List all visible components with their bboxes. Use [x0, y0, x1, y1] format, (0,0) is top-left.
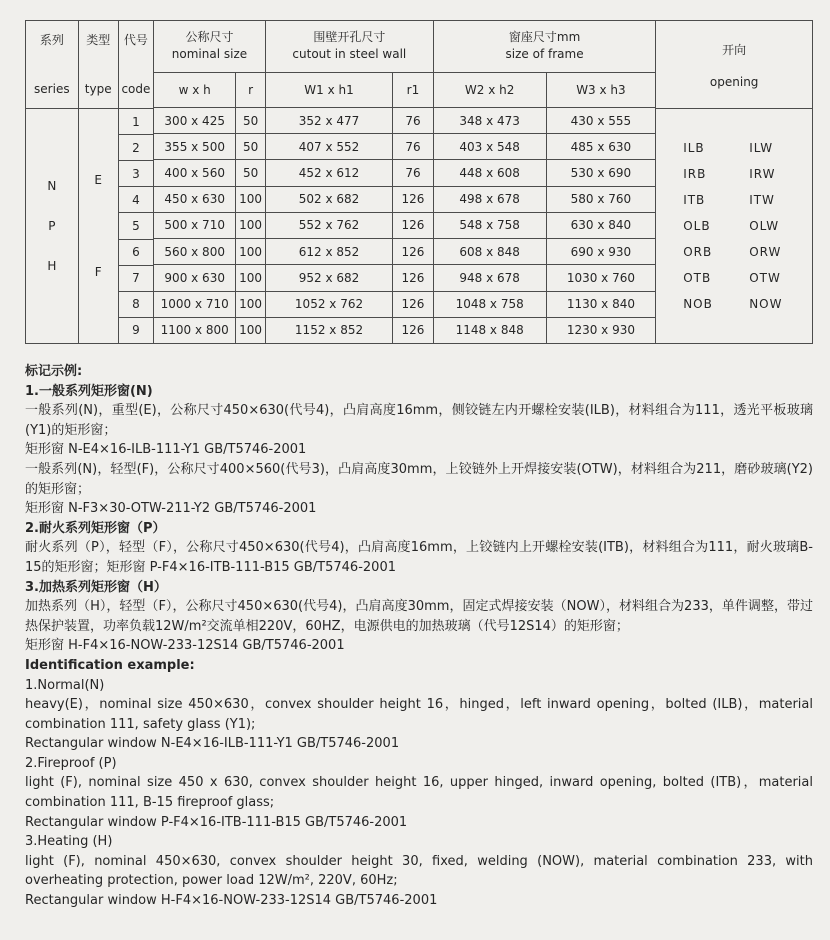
- code-cell: [119, 239, 153, 265]
- dimension-rows: [154, 108, 655, 343]
- opening-code-bolted: ITB: [683, 193, 706, 207]
- w2xh2-value: 348 x 473: [434, 108, 547, 133]
- r-value: 100: [236, 265, 266, 290]
- note-paragraph: 加热系列（H），轻型（F），公称尺寸450×630(代号4)，凸肩高度30mm，固定式焊接安装（NOW），材料组合为233，单件调整，带过热保护装置，功率负载12W/m²交流单相220V，60HZ，电源供电的加热玻璃（代号12S14）的矩形窗；: [25, 599, 813, 634]
- r1-value: 126: [393, 318, 434, 343]
- opening-header: [656, 21, 812, 109]
- r1-value: 126: [393, 265, 434, 290]
- note-paragraph: 耐火系列（P），轻型（F），公称尺寸450×630(代号4)，凸肩高度16mm，上铰链内上开螺栓安装(ITB)，材料组合为111，耐火玻璃B-15的矩形窗；矩形窗 P-F4×16-ITB-111-B15 GB/T5746-2001: [25, 540, 813, 575]
- wxh-value: 400 x 560: [154, 160, 236, 185]
- wxh-value: 900 x 630: [154, 265, 236, 290]
- w1xh1-value: 1052 x 762: [266, 292, 393, 317]
- wxh-value: 1000 x 710: [154, 292, 236, 317]
- opening-code-bolted: IRB: [683, 167, 707, 181]
- opening-code-welded: ILW: [749, 141, 774, 155]
- w1xh1-value: 407 x 552: [266, 134, 393, 159]
- opening-code-bolted: OLB: [683, 219, 711, 233]
- r1-value: 126: [393, 239, 434, 264]
- r1-header: r1: [393, 73, 434, 107]
- note-paragraph: 1.一般系列矩形窗(N): [25, 383, 153, 399]
- table-row: [154, 212, 655, 238]
- r1-value: 76: [393, 134, 434, 159]
- opening-code-bolted: OTB: [683, 271, 712, 285]
- note-paragraph: 矩形窗 N-F3×30-OTW-211-Y2 GB/T5746-2001: [25, 501, 317, 517]
- w3xh3-value: 1230 x 930: [566, 323, 636, 338]
- note-paragraph: Identification example:: [25, 657, 195, 673]
- opening-header-en: opening: [709, 74, 759, 89]
- note-paragraph: 一般系列(N)，重型(E)，公称尺寸450×630(代号4)，凸肩高度16mm，侧铰链左内开螺栓安装(ILB)，材料组合为111，透光平板玻璃(Y1)的矩形窗；: [25, 403, 813, 438]
- cutout-header: [266, 21, 434, 72]
- code-value: 4: [132, 192, 140, 207]
- frame-size-en: size of frame: [505, 47, 584, 61]
- w3xh3-value: 485 x 630: [570, 139, 632, 154]
- note-paragraph: Rectangular window P-F4×16-ITB-111-B15 GB/T5746-2001: [25, 814, 408, 830]
- r1-value: 126: [393, 213, 434, 238]
- table-row: [154, 133, 655, 159]
- note-paragraph: 2.Fireproof (P): [25, 755, 117, 771]
- frame-size-zh: 窗座尺寸mm: [508, 30, 581, 45]
- r1-value: 76: [393, 160, 434, 185]
- frame-size-header: [434, 21, 656, 72]
- r-value: 100: [236, 187, 266, 212]
- w1xh1-value: 502 x 682: [266, 187, 393, 212]
- type-header-en: type: [84, 82, 112, 97]
- note-paragraph: heavy(E)，nominal size 450×630，convex shoulder height 16，hinged，left inward opening，bolted (ILB)，material combination 111, safety glass (Y1);: [25, 697, 813, 732]
- w2xh2-value: 1048 x 758: [434, 292, 547, 317]
- nominal-size-en: nominal size: [171, 47, 248, 61]
- w2xh2-value: 1148 x 848: [434, 318, 547, 343]
- opening-code-bolted: NOB: [683, 297, 713, 311]
- r-value: 50: [236, 108, 266, 133]
- code-value: 7: [132, 271, 140, 286]
- w3xh3-value: 1030 x 760: [566, 270, 636, 285]
- w2xh2-value: 548 x 758: [434, 213, 547, 238]
- table-row: [154, 264, 655, 290]
- r1-value: 126: [393, 187, 434, 212]
- opening-code-welded: ITW: [749, 193, 775, 207]
- type-letter-e: E: [94, 173, 102, 187]
- note-paragraph: 3.加热系列矩形窗（H）: [25, 579, 167, 595]
- note-paragraph: 2.耐火系列矩形窗（P）: [25, 520, 166, 536]
- opening-code-pair: [656, 135, 812, 161]
- w3xh3-header: W3 x h3: [576, 83, 626, 97]
- note-paragraph: 矩形窗 H-F4×16-NOW-233-12S14 GB/T5746-2001: [25, 638, 345, 654]
- opening-code-bolted: ORB: [683, 245, 713, 259]
- code-value: 3: [132, 166, 140, 181]
- r-value: 100: [236, 213, 266, 238]
- table-row: [154, 186, 655, 212]
- code-value: 6: [132, 245, 140, 260]
- opening-code-bolted: ILB: [683, 141, 705, 155]
- note-paragraph: 矩形窗 N-E4×16-ILB-111-Y1 GB/T5746-2001: [25, 442, 307, 458]
- column-type: [79, 21, 119, 343]
- table-row: [154, 108, 655, 133]
- cutout-zh: 围壁开孔尺寸: [313, 30, 386, 45]
- nominal-size-header: [154, 21, 266, 72]
- column-code: [119, 21, 154, 343]
- note-paragraph: light (F), nominal size 450 x 630, convex shoulder height 16, upper hinged, inward opening, bolted (ITB)，material combination 111, B-15 fireproof glass;: [25, 775, 813, 811]
- r-value: 50: [236, 134, 266, 159]
- w3xh3-value: 690 x 930: [570, 244, 632, 259]
- series-header: [26, 21, 78, 109]
- w1xh1-value: 612 x 852: [266, 239, 393, 264]
- w2xh2-value: 403 x 548: [434, 134, 547, 159]
- identification-examples: [25, 362, 813, 911]
- w2xh2-value: 498 x 678: [434, 187, 547, 212]
- wxh-value: 300 x 425: [154, 108, 236, 133]
- series-header-en: series: [34, 82, 70, 97]
- code-header: [119, 21, 153, 109]
- opening-code-welded: IRW: [749, 167, 776, 181]
- w1xh1-value: 952 x 682: [266, 265, 393, 290]
- r-value: 100: [236, 292, 266, 317]
- code-cell: [119, 291, 153, 317]
- wxh-value: 450 x 630: [154, 187, 236, 212]
- opening-codes: [656, 109, 812, 343]
- column-opening: [656, 21, 812, 343]
- code-value: 8: [132, 297, 140, 312]
- spec-table: [25, 20, 813, 344]
- code-values: [119, 109, 153, 343]
- opening-code-welded: OLW: [749, 219, 780, 233]
- series-values: [26, 109, 78, 343]
- r-value: 100: [236, 239, 266, 264]
- code-cell: [119, 265, 153, 291]
- w2xh2-value: 608 x 848: [434, 239, 547, 264]
- type-letter-f: F: [94, 265, 102, 279]
- w3xh3-value: 530 x 690: [570, 166, 632, 181]
- w1xh1-value: 452 x 612: [266, 160, 393, 185]
- code-value: 2: [132, 140, 140, 155]
- table-row: [154, 291, 655, 317]
- opening-code-welded: NOW: [749, 297, 783, 311]
- w2xh2-header: W2 x h2: [434, 73, 547, 107]
- r-value: 100: [236, 318, 266, 343]
- dimension-group-headers: [154, 21, 655, 73]
- code-cell: [119, 109, 153, 134]
- dimension-sub-headers: [154, 73, 655, 108]
- code-cell: [119, 134, 153, 160]
- series-letter-n: N: [47, 179, 57, 193]
- nominal-size-zh: 公称尺寸: [185, 30, 234, 45]
- code-cell: [119, 317, 153, 343]
- code-cell: [119, 186, 153, 212]
- table-row: [154, 238, 655, 264]
- note-paragraph: 1.Normal(N): [25, 677, 105, 693]
- code-value: 5: [132, 218, 140, 233]
- w1xh1-value: 552 x 762: [266, 213, 393, 238]
- opening-code-pair: [656, 291, 812, 317]
- w3xh3-value: 1130 x 840: [566, 297, 636, 312]
- code-cell: [119, 212, 153, 238]
- w1xh1-value: 1152 x 852: [266, 318, 393, 343]
- type-header: [79, 21, 118, 109]
- series-header-zh: 系列: [39, 33, 64, 47]
- code-cell: [119, 160, 153, 186]
- wxh-value: 1100 x 800: [154, 318, 236, 343]
- note-paragraph: Rectangular window N-E4×16-ILB-111-Y1 GB/T5746-2001: [25, 736, 400, 752]
- opening-code-welded: OTW: [749, 271, 781, 285]
- w3xh3-value: 580 x 760: [570, 192, 632, 207]
- type-values: [79, 109, 118, 343]
- r1-value: 76: [393, 108, 434, 133]
- opening-code-welded: ORW: [749, 245, 782, 259]
- note-paragraph: Rectangular window H-F4×16-NOW-233-12S14 GB/T5746-2001: [25, 893, 438, 909]
- column-dimensions: [154, 21, 656, 343]
- code-header-zh: 代号: [123, 33, 148, 47]
- table-row: [154, 317, 655, 343]
- opening-code-pair: [656, 161, 812, 187]
- note-paragraph: 3.Heating (H): [25, 834, 113, 850]
- wxh-value: 355 x 500: [154, 134, 236, 159]
- series-letter-p: P: [48, 219, 56, 233]
- wxh-header: w x h: [154, 73, 236, 107]
- r1-value: 126: [393, 292, 434, 317]
- w1xh1-value: 352 x 477: [266, 108, 393, 133]
- note-paragraph: 标记示例:: [25, 364, 83, 379]
- wxh-value: 500 x 710: [154, 213, 236, 238]
- opening-code-pair: [656, 265, 812, 291]
- r-value: 50: [236, 160, 266, 185]
- opening-code-pair: [656, 239, 812, 265]
- opening-code-pair: [656, 213, 812, 239]
- table-row: [154, 159, 655, 185]
- note-paragraph: 一般系列(N)，轻型(F)，公称尺寸400×560(代号3)，凸肩高度30mm，上铰链外上开焊接安装(OTW)，材料组合为211，磨砂玻璃(Y2)的矩形窗；: [25, 461, 813, 497]
- opening-header-zh: 开向: [722, 42, 747, 57]
- opening-code-pair: [656, 187, 812, 213]
- note-paragraph: light (F), nominal 450×630, convex shoulder height 30, fixed, welding (NOW), material combination 233, with overheating protection, power load 12W/m², 220V, 60Hz;: [25, 853, 813, 889]
- w3xh3-value: 430 x 555: [570, 113, 632, 128]
- code-header-en: code: [121, 82, 151, 97]
- column-series: [26, 21, 79, 343]
- cutout-en: cutout in steel wall: [292, 47, 407, 61]
- code-value: 1: [132, 114, 140, 129]
- w3xh3-value: 630 x 840: [570, 218, 632, 233]
- w2xh2-value: 448 x 608: [434, 160, 547, 185]
- type-header-zh: 类型: [86, 33, 111, 47]
- series-letter-h: H: [47, 259, 57, 273]
- code-value: 9: [132, 323, 140, 338]
- wxh-value: 560 x 800: [154, 239, 236, 264]
- w2xh2-value: 948 x 678: [434, 265, 547, 290]
- r-header: r: [236, 73, 266, 107]
- w1xh1-header: W1 x h1: [266, 73, 393, 107]
